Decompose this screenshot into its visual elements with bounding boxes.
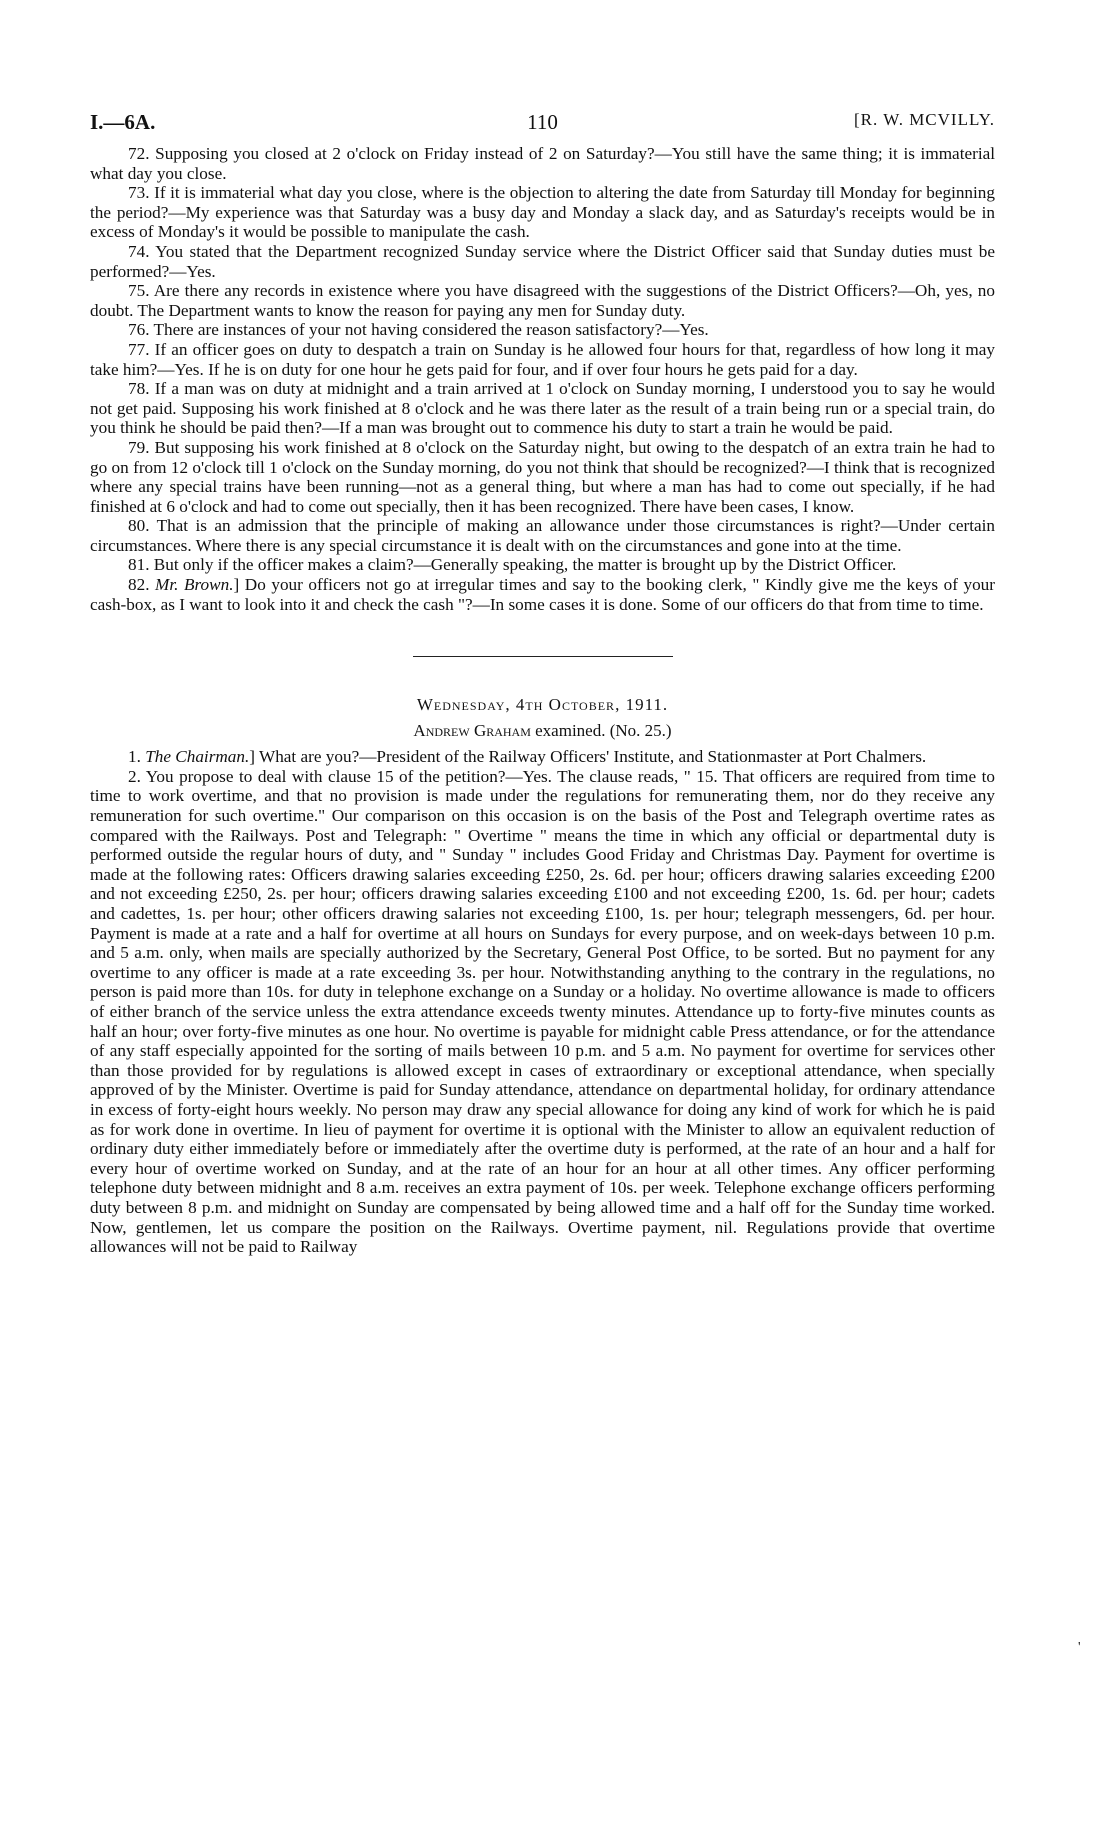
document-reference: I.—6A. [90, 110, 156, 134]
question-72: 72. Supposing you closed at 2 o'clock on Friday instead of 2 on Saturday?—You still have the same thing; it is immaterial what day you close. [90, 144, 995, 183]
question-74: 74. You stated that the Department recognized Sunday service where the District Officer said that Sunday duties must be performed?—Yes. [90, 241, 995, 281]
question-80: 80. That is an admission that the principle of making an allowance under those circumstances is right?—Under certain circumstances. Where there is any special circumstance it is dealt with on the circumstances and gone into at the time. [90, 516, 995, 555]
second-section [90, 747, 995, 1256]
question-1-speaker: The Chairman. [145, 747, 250, 767]
witness-name: Andrew Graham [413, 721, 531, 741]
question-78: 78. If a man was on duty at midnight and a train arrived at 1 o'clock on Sunday morning, I understood you to say he would not get paid. Supposing his work finished at 8 o'clock and he was there later as the result of a train being run or a special train, do you think he should be paid then?—If a man was brought out to commence his duty to start a train he would be paid. [90, 379, 995, 438]
question-82 [90, 575, 995, 614]
question-1-number: 1. [128, 747, 146, 767]
question-79: 79. But supposing his work finished at 8 o'clock on the Saturday night, but owing to the despatch of an extra train he had to go on from 12 o'clock till 1 o'clock on the Sunday morning, do you not think that should be recognized?—I think that is recognized where any special trains have been running—not as a general thing, but where a man has had to come out specially, if he had finished at 6 o'clock and had to come out specially, then it has been recognized. There have been cases, I know. [90, 437, 995, 516]
question-82-speaker: Mr. Brown. [155, 575, 234, 595]
margin-mark: ' [1078, 1640, 1081, 1655]
section-divider [413, 656, 673, 657]
witness-examined: examined. (No. 25.) [530, 721, 672, 741]
question-77: 77. If an officer goes on duty to despatch a train on Sunday is he allowed four hours for that, regardless of how long it may take him?—Yes. If he is on duty for one hour he gets paid for four, and if over four hours he gets paid for a day. [90, 339, 995, 379]
question-73: 73. If it is immaterial what day you close, where is the objection to altering the date from Saturday till Monday for beginning the period?—My experience was that Saturday was a busy day and Monday a slack day, and as Saturday's receipts would be in excess of Monday's it would be possible to manipulate the cash. [90, 183, 995, 242]
question-75: 75. Are there any records in existence where you have disagreed with the suggestions of the District Officers?—Oh, yes, no doubt. The Department wants to know the reason for paying any men for Sunday duty. [90, 281, 995, 320]
question-76: 76. There are instances of your not having considered the reason satisfactory?—Yes. [128, 320, 709, 340]
question-2: 2. You propose to deal with clause 15 of the petition?—Yes. The clause reads, " 15. That officers are required from time to time to work overtime, and that no provision is made under the regulations for remunerating them, nor do they receive any remuneration for such overtime." Our comparison on this occasion is on the basis of the Post and Telegraph overtime rates as compared with the Railways. Post and Telegraph: " Overtime " means the time in which any official or departmental duty is performed outside the regular hours of duty, and " Sunday " includes Good Friday and Christmas Day. Payment for overtime is made at the following rates: Officers drawing salaries exceeding £250, 2s. 6d. per hour; officers drawing salaries exceeding £200 and not exceeding £250, 2s. per hour; officers drawing salaries exceeding £100 and not exceeding £200, 1s. 6d. per hour; cadets and cadettes, 1s. per hour; other officers drawing salaries not exceeding £100, 1s. per hour; telegraph messengers, 6d. per hour. Payment is made at a rate and a half for overtime at all hours on Sundays for every purpose, and on week-days between 10 p.m. and 5 a.m. only, when mails are specially authorized by the Secretary, General Post Office, to be sorted. But no payment for any overtime to any officer is made at a rate exceeding 3s. per hour. Notwithstanding anything to the contrary in the regulations, no person is paid more than 10s. for duty in telephone exchange on a Sunday or a holiday. No overtime allowance is made to officers of either branch of the service unless the extra attendance exceeds twenty minutes. Attendance up to forty-five minutes counts as half an hour; over forty-five minutes as one hour. No overtime is payable for midnight cable Press attendance, or for the attendance of any staff especially appointed for the sorting of mails between 10 p.m. and 5 a.m. No payment for overtime for services other than those provided for by regulations is allowed except in cases of extraordinary or exceptional attendance, when specially approved of by the Minister. Overtime is paid for Sunday attendance, attendance on departmental holiday, for ordinary attendance in excess of forty-eight hours weekly. No person may draw any special allowance for doing any kind of work for which he is paid as for work done in overtime. In lieu of payment for overtime it is optional with the Minister to allow an equivalent reduction of ordinary duty either immediately before or immediately after the overtime duty is performed, at the rate of an hour and a half for every hour of overtime worked on Sunday, and at the rate of an hour for an hour at all other times. Any officer performing telephone duty between midnight and 8 a.m. receives an extra payment of 10s. per week. Telephone exchange officers performing duty between 8 p.m. and midnight on Sunday are compensated by being allowed time and a half off for the Sunday time worked. Now, gentlemen, let us compare the position on the Railways. Overtime payment, nil. Regulations provide that overtime allowances will not be paid to Railway [90, 766, 995, 1257]
witness-heading [90, 721, 995, 741]
date-heading: Wednesday, 4th October, 1911. [416, 695, 669, 715]
page-header [90, 110, 995, 144]
page-number: 110 [527, 110, 558, 134]
question-1 [90, 747, 995, 767]
question-1-text: ] What are you?—President of the Railway Officers' Institute, and Stationmaster at Port Chalmers. [249, 747, 927, 767]
question-81: 81. But only if the officer makes a claim?—Generally speaking, the matter is brought up by the District Officer. [128, 555, 897, 575]
first-section [90, 144, 995, 614]
question-82-text: ] Do your officers not go at irregular times and say to the booking clerk, " Kindly give me the keys of your cash-box, as I want to look into it and check the cash "?—In some cases it is done. Some of our officers do that from time to time. [90, 575, 995, 614]
document-page [90, 110, 995, 1257]
witness-running-head: [R. W. MCVILLY. [854, 110, 995, 129]
question-82-number: 82. [128, 575, 156, 595]
